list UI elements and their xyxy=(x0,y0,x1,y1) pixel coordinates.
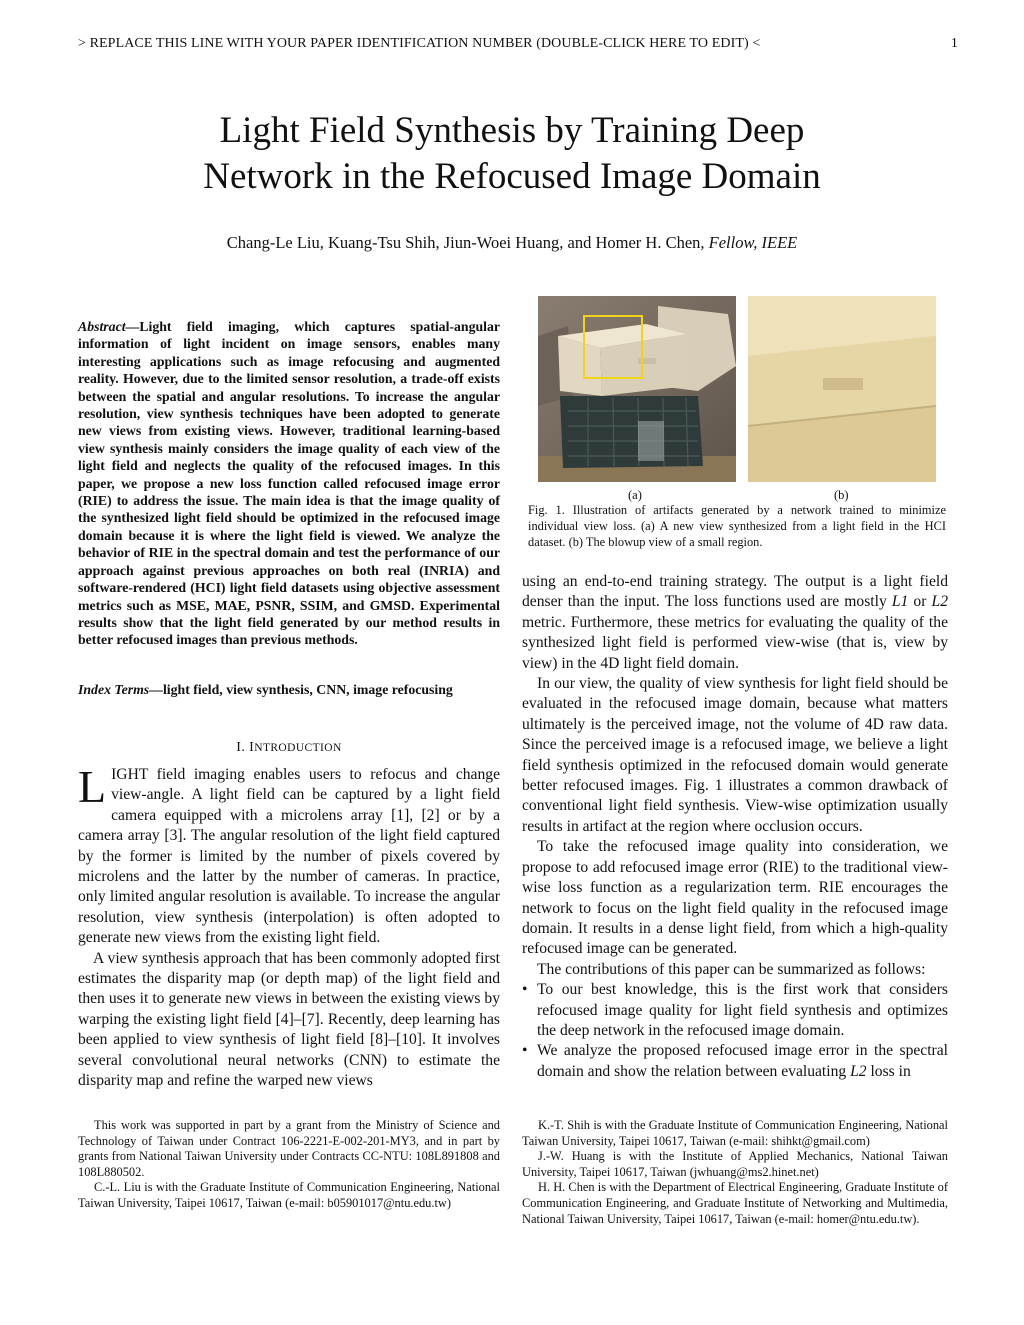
right-paragraph-1 xyxy=(522,572,948,674)
author-suffix: , Fellow, IEEE xyxy=(700,233,798,252)
contribution-item-1 xyxy=(522,980,948,1041)
bullet-1: • xyxy=(522,981,528,999)
footnotes-right xyxy=(522,1118,948,1227)
abstract xyxy=(78,318,500,649)
figure-1-caption: Fig. 1. Illustration of artifacts generated by a network trained to minimize individual view loss. (a) A new view synthesized from a light field in the HCI dataset. (b) The blowup view of a small region. xyxy=(528,503,946,549)
contributions-list xyxy=(522,980,948,1082)
right-paragraph-4: The contributions of this paper can be summarized as follows: xyxy=(537,960,926,978)
footnotes-left xyxy=(78,1118,500,1212)
contribution-2-text-b: loss in xyxy=(866,1062,911,1080)
section-rest: NTRODUCTION xyxy=(254,742,342,754)
intro-paragraph-2: A view synthesis approach that has been commonly adopted first estimates the disparity map (or depth map) of the light field and then uses it to generate new views in between the existing views by warping the existing light field [4]–[7]. Recently, deep learning has been applied to view synthesis of light field [8]–[10]. It involves several convolutional neural networks (CNN) to estimate the disparity map and refine the warped new views xyxy=(78,949,500,1090)
page-number: 1 xyxy=(950,36,958,51)
introduction-body xyxy=(78,761,500,1092)
title-line-1: Light Field Synthesis by Training Deep xyxy=(219,110,805,151)
right-paragraph-2: In our view, the quality of view synthesis for light field should be evaluated in the refocused image domain, because what matters ultimately is the perceived image, not the volume of 4D raw data. Since the perceived image is a refocused image, we believe a light field synthesis optimized in the refocused domain would generate better refocused images. Fig. 1 illustrates a common drawback of conventional light field synthesis. View-wise optimization usually results in artifact at the region where occlusion occurs. xyxy=(522,675,948,835)
rc-l2: L2 xyxy=(931,593,948,611)
figure-label-b: (b) xyxy=(834,488,849,502)
section-heading-introduction xyxy=(78,740,500,756)
contribution-2-text-a: We analyze the proposed refocused image error in the spectral domain and show the relation between evaluating xyxy=(537,1042,948,1080)
bullet-2: • xyxy=(522,1042,528,1060)
rc-p1-b: or xyxy=(908,593,932,611)
right-column-body xyxy=(522,572,948,1082)
contribution-item-2 xyxy=(522,1041,948,1082)
footnote-funding: This work was supported in part by a grant from the Ministry of Science and Technology of Taiwan under Contract 106-2221-E-002-201-MY3, and in part by grants from National Taiwan University under Contracts CC-NTU: 108L891808 and 108L880502. xyxy=(78,1118,500,1179)
footnote-chen: H. H. Chen is with the Department of Electrical Engineering, Graduate Institute of Communication Engineering, and Graduate Institute of Networking and Multimedia, National Taiwan University, Taipei 10617, Taiwan (e-mail: homer@ntu.edu.tw). xyxy=(522,1180,948,1226)
rc-p1-a: using an end-to-end training strategy. The output is a light field denser than the input. The loss functions used are mostly xyxy=(522,573,948,611)
right-paragraph-3: To take the refocused image quality into consideration, we propose to add refocused image error (RIE) to the traditional view-wise loss function as a regularization term. RIE encourages the network to focus on the light field quality in the refocused image domain. It results in a dense light field, from which a high-quality refocused image can be generated. xyxy=(522,838,948,958)
drop-cap: L xyxy=(78,761,107,812)
rc-l1: L1 xyxy=(891,593,909,611)
section-first-letter: I xyxy=(249,740,255,755)
figure-1a-image xyxy=(538,296,736,482)
figure-1b-image xyxy=(748,296,936,482)
author-names: Chang-Le Liu, Kuang-Tsu Shih, Jiun-Woei Huang, and Homer H. Chen xyxy=(226,233,701,252)
footnote-shih: K.-T. Shih is with the Graduate Institute of Communication Engineering, National Taiwan University, Taipei 10617, Taiwan (e-mail: shihkt@gmail.com) xyxy=(522,1118,948,1148)
index-terms-text: —light field, view synthesis, CNN, image refocusing xyxy=(149,682,453,697)
running-header xyxy=(78,36,958,52)
contribution-1-text: To our best knowledge, this is the first work that considers refocused image quality for light field synthesis and optimizes the deep network in the refocused image domain. xyxy=(537,981,948,1039)
title-line-2: Network in the Refocused Image Domain xyxy=(203,156,821,197)
paper-title xyxy=(0,108,1024,200)
intro-p1-text: IGHT field imaging enables users to refocus and change view-angle. A light field can be captured by a light field camera equipped with a microlens array [1], [2] or by a camera array [3]. The angular resolution of the light field captured by the former is limited by the number of pixels covered by microlens and the latter by the number of cameras. In practice, only limited angular resolution is available. To increase the angular resolution, view synthesis (interpolation) is often adopted to generate new views from the existing light field. xyxy=(78,766,500,947)
header-text: > REPLACE THIS LINE WITH YOUR PAPER IDENTIFICATION NUMBER (DOUBLE-CLICK HERE TO EDIT) < xyxy=(78,36,761,51)
index-terms xyxy=(78,682,500,698)
abstract-text: —Light field imaging, which captures spatial-angular information of light incident on image sensors, enables many interesting applications such as image refocusing and augmented reality. However, due to the limited sensor resolution, a trade-off exists between the spatial and angular resolutions. To increase the angular resolution, view synthesis techniques have been adopted to generate new views from existing views. However, traditional learning-based view synthesis mainly considers the image quality of each view of the light field and neglects the quality of the refocused images. In this paper, we propose a new loss function called refocused image error (RIE) to address the issue. The main idea is that the image quality of the synthesized light field should be optimized in the refocused image domain because it is where the light field is viewed. We analyze the behavior of RIE in the spectral domain and test the performance of our approach against previous approaches on both real (INRIA) and software-rendered (HCI) light field datasets using objective assessment metrics such as MSE, MAE, PSNR, SSIM, and GMSD. Experimental results show that the light field generated by our method results in better refocused images than previous methods. xyxy=(78,319,500,648)
section-numeral: I. xyxy=(236,740,246,755)
contribution-2-l2: L2 xyxy=(850,1062,867,1080)
footnote-liu: C.-L. Liu is with the Graduate Institute of Communication Engineering, National Taiwan University, Taipei 10617, Taiwan (e-mail: b05901017@ntu.edu.tw) xyxy=(78,1180,500,1210)
figure-label-a: (a) xyxy=(628,488,642,502)
author-line xyxy=(0,233,1024,253)
intro-paragraph-1 xyxy=(78,761,500,949)
index-terms-lead: Index Terms xyxy=(78,682,150,697)
rc-p1-c: metric. Furthermore, these metrics for evaluating the quality of the synthesized light field is performed view-wise (that is, view by view) in the 4D light field domain. xyxy=(522,613,948,672)
abstract-lead: Abstract xyxy=(78,319,126,334)
footnote-huang: J.-W. Huang is with the Institute of Applied Mechanics, National Taiwan University, Taipei 10617, Taiwan (jwhuang@ms2.hinet.net) xyxy=(522,1149,948,1179)
